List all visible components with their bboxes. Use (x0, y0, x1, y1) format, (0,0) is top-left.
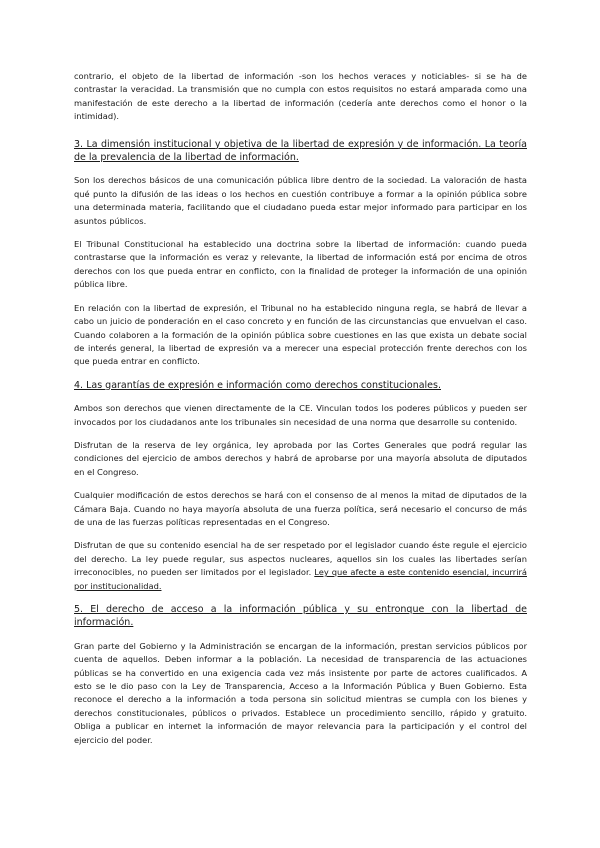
document-page (74, 70, 527, 747)
paragraph-text: Disfrutan de que su contenido esencial ha de ser respetado por el legislador cuando éste regule el ejercicio del derecho. La ley puede regular, sus aspectos nucleares, aquellos sin los cuales las libertades serían irreconocibles, no pueden ser limitados por el legislador. (74, 540, 527, 578)
section-heading-5: 5. El derecho de acceso a la información pública y su entronque con la libertad de información. (74, 604, 527, 629)
paragraph: El Tribunal Constitucional ha establecido una doctrina sobre la libertad de información: cuando pueda contrastarse que la información es veraz y relevante, la libertad de información está por encima de otros derechos con los que pueda entrar en conflicto, con la finalidad de proteger la información de una opinión pública libre. (74, 239, 527, 290)
paragraph: Disfrutan de la reserva de ley orgánica, ley aprobada por las Cortes Generales que podrá regular las condiciones del ejercicio de ambos derechos y habrá de aprobarse por una mayoría absoluta de diputados en el Congreso. (74, 439, 527, 477)
section-heading-4: 4. Las garantías de expresión e información como derechos constitucionales. (74, 379, 441, 391)
paragraph-continuation: contrario, el objeto de la libertad de información -son los hechos veraces y noticiables- si se ha de contrastar la veracidad. La transmisión que no cumpla con estos requisitos no estará amparada como una manifestación de este derecho a la libertad de información (cedería ante derechos como el honor o la intimidad). (74, 71, 527, 122)
section-heading-3: 3. La dimensión institucional y objetiva de la libertad de expresión y de información. La teoría de la prevalencia de la libertad de información. (74, 138, 527, 164)
underlined-text: Ley que afecte a este contenido esencial, incurrirá por institucionalidad. (74, 567, 527, 591)
paragraph: Gran parte del Gobierno y la Administración se encargan de la información, prestan servicios públicos por cuenta de aquellos. Deben informar a la población. La necesidad de transparencia de las actuaciones públicas se ha convertido en una exigencia cada vez más insistente por parte de actores cualificados. A esto se le dio paso con la Ley de Transparencia, Acceso a la Información Pública y Buen Gobierno. Esta reconoce el derecho a la información a toda persona sin solicitud mientras se cumpla con los bienes y derechos constitucionales, públicos o privados. Establece un procedimiento sencillo, rápido y gratuito. Obliga a publicar en internet la información de mayor relevancia para la participación y el control del ejercicio del poder. (74, 640, 527, 745)
paragraph: Cualquier modificación de estos derechos se hará con el consenso de al menos la mitad de diputados de la Cámara Baja. Cuando no haya mayoría absoluta de una fuerza política, será necesario el concurso de más de una de las fuerzas políticas representadas en el Congreso. (74, 490, 527, 527)
paragraph: En relación con la libertad de expresión, el Tribunal no ha establecido ninguna regla, se habrá de llevar a cabo un juicio de ponderación en el caso concreto y en función de las circunstancias que envuelvan el caso. Cuando colaboren a la formación de la opinión pública sobre cuestiones en las que exista un debate social de interés general, la libertad de expresión va a merecer una especial protección frente derechos con los que pueda entrar en conflicto. (74, 302, 527, 367)
paragraph (74, 539, 527, 593)
paragraph: Son los derechos básicos de una comunicación pública libre dentro de la sociedad. La valoración de hasta qué punto la difusión de las ideas o los hechos en cuestión contribuye a formar a la opinión pública sobre una determinada materia, facilitando que el ciudadano pueda estar mejor informado para participar en los asuntos públicos. (74, 175, 527, 226)
paragraph: Ambos son derechos que vienen directamente de la CE. Vinculan todos los poderes públicos y pueden ser invocados por los ciudadanos ante los tribunales sin necesidad de una norma que desarrolle su contenido. (74, 403, 527, 427)
